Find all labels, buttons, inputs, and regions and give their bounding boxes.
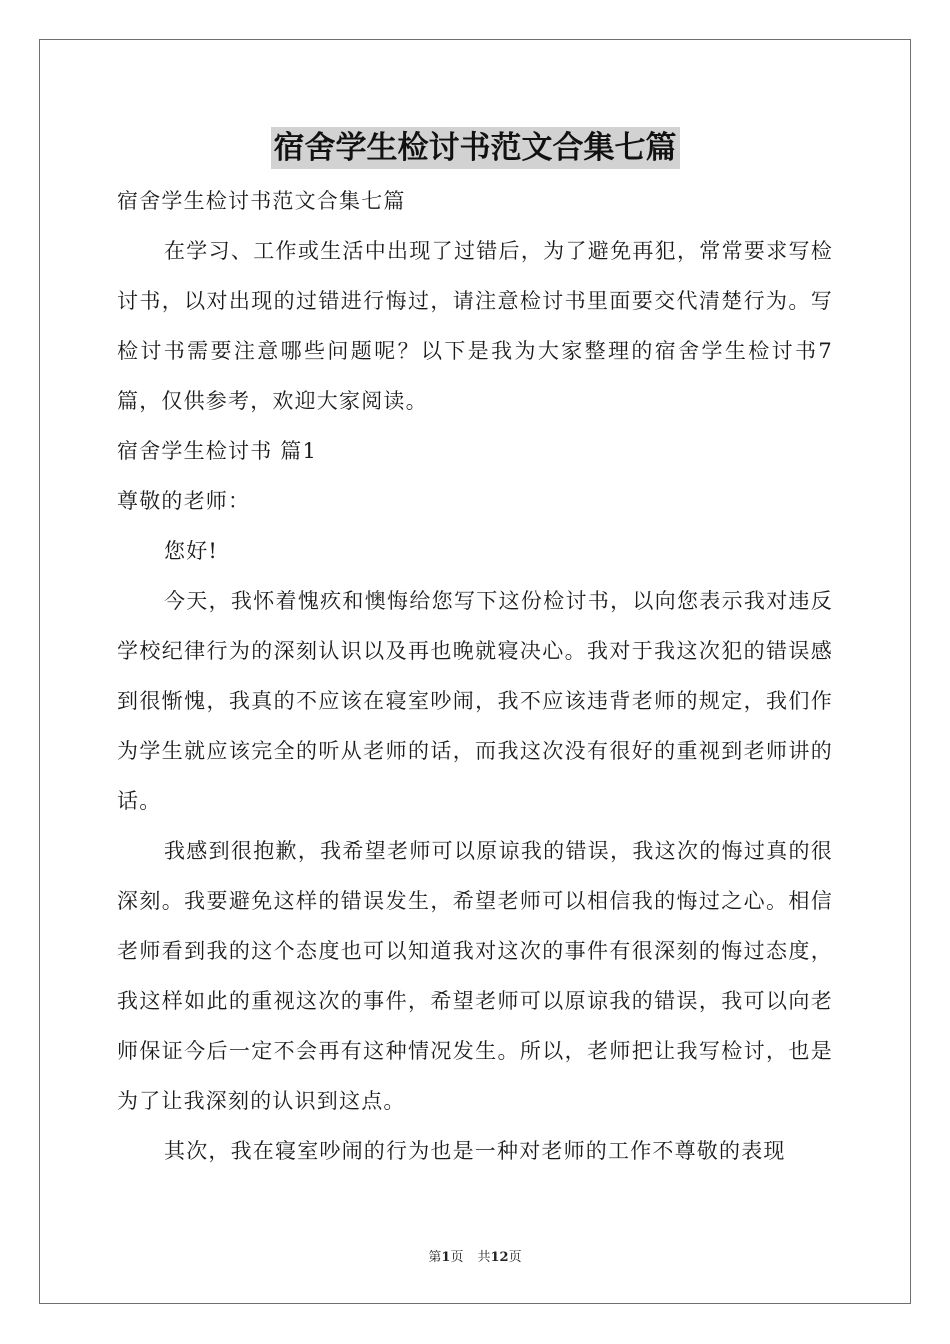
total-suffix: 页	[508, 1250, 522, 1265]
page-footer	[0, 1246, 950, 1265]
greeting: 您好!	[164, 539, 219, 563]
page-suffix: 页	[450, 1250, 464, 1265]
paragraph-body-1: 今天，我怀着愧疚和懊悔给您写下这份检讨书，以向您表示我对违反学校纪律行为的深刻认识以及再也晚就寝决心。我对于我这次犯的错误感到很惭愧，我真的不应该在寝室吵闹，我不应该违背老师的规定，我们作为学生就应该完全的听从老师的话，而我这次没有很好的重视到老师讲的话。	[117, 589, 833, 813]
salutation: 尊敬的老师：	[117, 489, 251, 513]
total-prefix: 共	[477, 1250, 491, 1265]
total-pages: 12	[490, 1250, 509, 1265]
paragraph-body-2: 我感到很抱歉，我希望老师可以原谅我的错误，我这次的悔过真的很深刻。我要避免这样的错误发生，希望老师可以相信我的悔过之心。相信老师看到我的这个态度也可以知道我对这次的事件有很深刻的悔过态度，我这样如此的重视这次的事件，希望老师可以原谅我的错误，我可以向老师保证今后一定不会再有这种情况发生。所以，老师把让我写检讨，也是为了让我深刻的认识到这点。	[117, 839, 833, 1113]
paragraph-subtitle: 宿舍学生检讨书范文合集七篇	[117, 189, 406, 213]
paragraph-body-3: 其次，我在寝室吵闹的行为也是一种对老师的工作不尊敬的表现	[164, 1139, 786, 1163]
paragraph-intro: 在学习、工作或生活中出现了过错后，为了避免再犯，常常要求写检讨书，以对出现的过错进行悔过，请注意检讨书里面要交代清楚行为。写检讨书需要注意哪些问题呢？以下是我为大家整理的宿舍学生检讨书7篇，仅供参考，欢迎大家阅读。	[117, 239, 833, 413]
document-body	[117, 176, 833, 1176]
page-prefix: 第	[428, 1250, 442, 1265]
title-container	[0, 127, 950, 169]
page-number: 1	[441, 1250, 451, 1265]
document-title: 宿舍学生检讨书范文合集七篇	[271, 127, 680, 169]
section-heading: 宿舍学生检讨书 篇1	[117, 439, 318, 463]
